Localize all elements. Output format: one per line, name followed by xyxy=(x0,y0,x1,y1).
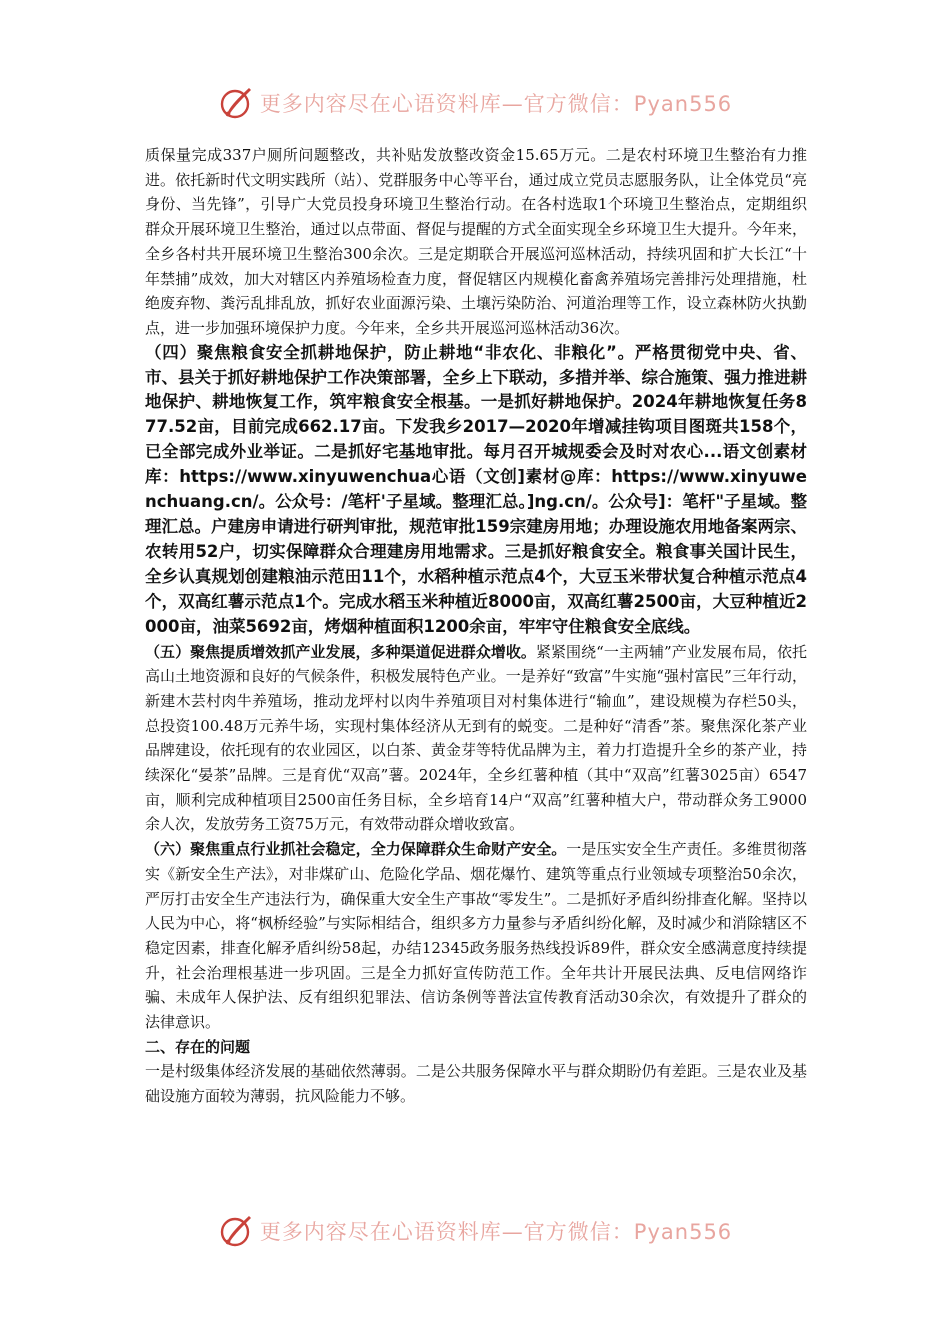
paragraph-problems: 一是村级集体经济发展的基础依然薄弱。二是公共服务保障水平与群众期盼仍有差距。三是农业及基础设施方面较为薄弱，抗风险能力不够。 xyxy=(145,1062,807,1106)
watermark-header xyxy=(0,83,950,123)
section-body-safety: 一是压实安全生产责任。多维贯彻落实《新安全生产法》，对非煤矿山、危险化学品、烟花爆竹、建筑等重点行业领域专项整治50余次，严厉打击安全生产违法行为，确保重大安全生产事故“零发生”。二是抓好矛盾纠纷排查化解。坚持以人民为中心，将“枫桥经验”与实际相结合，组织多方力量参与矛盾纠纷化解，及时减少和消除辖区不稳定因素，排查化解矛盾纠纷58起，办结12345政务服务热线投诉89件，群众安全感满意度持续提升，社会治理根基进一步巩固。三是全力抓好宣传防范工作。全年共计开展民法典、反电信网络诈骗、未成年人保护法、反有组织犯罪法、信访条例等普法宣传教育活动30余次，有效提升了群众的法律意识。 xyxy=(145,840,807,1032)
watermark-text: 更多内容尽在心语资料库—官方微信：Pyan556 xyxy=(259,1220,733,1244)
brush-logo-icon xyxy=(218,85,254,121)
paragraph-social-stability xyxy=(145,837,807,1035)
brush-logo-icon xyxy=(218,1213,254,1249)
paragraph-industry-development xyxy=(145,640,807,838)
watermark-footer xyxy=(0,1211,950,1251)
section-heading-safety: （六）聚焦重点行业抓社会稳定，全力保障群众生命财产安全。 xyxy=(145,840,567,859)
section-title-problems: 二、存在的问题 xyxy=(145,1037,251,1056)
watermark-text: 更多内容尽在心语资料库—官方微信：Pyan556 xyxy=(259,92,733,116)
section-body-industry: 紧紧围绕“一主两辅”产业发展布局，依托高山土地资源和良好的气候条件，积极发展特色产业。一是养好“致富”牛实施“强村富民”三年行动，新建木芸村肉牛养殖场，推动龙坪村以肉牛养殖项目对村集体进行“输血”，建设规模为存栏50头，总投资100.48万元养牛场，实现村集体经济从无到有的蜕变。二是种好“清香”茶。聚焦深化茶产业品牌建设，依托现有的农业园区，以白茶、黄金芽等特优品牌为主，着力打造提升全乡的茶产业，持续深化“晏茶”品牌。三是育优“双高”薯。2024年，全乡红薯种植（其中“双高”红薯3025亩）6547亩，顺利完成种植项目2500亩任务目标，全乡培育14户“双高”红薯种植大户，带动群众务工9000余人次，发放劳务工资75万元，有效带动群众增收致富。 xyxy=(145,642,807,834)
document-body xyxy=(145,143,807,1109)
paragraph-environment: 质保量完成337户厕所问题整改，共补贴发放整改资金15.65万元。二是农村环境卫生整治有力推进。依托新时代文明实践所（站）、党群服务中心等平台，通过成立党员志愿服务队，让全体党员“亮身份、当先锋”，引导广大党员投身环境卫生整治行动。在各村选取1个环境卫生整治点，定期组织群众开展环境卫生整治，通过以点带面、督促与提醒的方式全面实现全乡环境卫生大提升。今年来，全乡各村共开展环境卫生整治300余次。三是定期联合开展巡河巡林活动，持续巩固和扩大长江“十年禁捕”成效，加大对辖区内养殖场检查力度，督促辖区内规模化畜禽养殖场完善排污处理措施，杜绝废弃物、粪污乱排乱放，抓好农业面源污染、土壤污染防治、河道治理等工作，设立森林防火执勤点，进一步加强环境保护力度。今年来，全乡共开展巡河巡林活动36次。 xyxy=(145,146,807,337)
paragraph-farmland-protection: （四）聚焦粮食安全抓耕地保护，防止耕地“非农化、非粮化”。严格贯彻党中央、省、市、县关于抓好耕地保护工作决策部署，全乡上下联动，多措并举、综合施策、强力推进耕地保护、耕地恢复工作，筑牢粮食安全根基。一是抓好耕地保护。2024年耕地恢复任务877.52亩，目前完成662.17亩。下发我乡2017—2020年增减挂钩项目图斑共158个，已全部完成外业举证。二是抓好宅基地审批。每月召开城规委会及时对农心...语文创素材库：https://www.xinyuwenchua心语（文创]素材@库：https://www.xinyuwenchuang.cn/。公众号：/笔杆'子星域。整理汇总。]ng.cn/。公众号]：笔杆"子星域。整理汇总。户建房申请进行研判审批，规范审批159宗建房用地；办理设施农用地备案两宗、农转用52户，切实保障群众合理建房用地需求。三是抓好粮食安全。粮食事关国计民生，全乡认真规划创建粮油示范田11个，水稻种植示范点4个，大豆玉米带状复合种植示范点4个，双高红薯示范点1个。完成水稻玉米种植近8000亩，双高红薯2500亩，大豆种植近2000亩，油菜5692亩，烤烟种植面积1200余亩，牢牢守住粮食安全底线。 xyxy=(145,342,807,636)
section-heading-industry: （五）聚焦提质增效抓产业发展，多种渠道促进群众增收。 xyxy=(145,642,536,661)
